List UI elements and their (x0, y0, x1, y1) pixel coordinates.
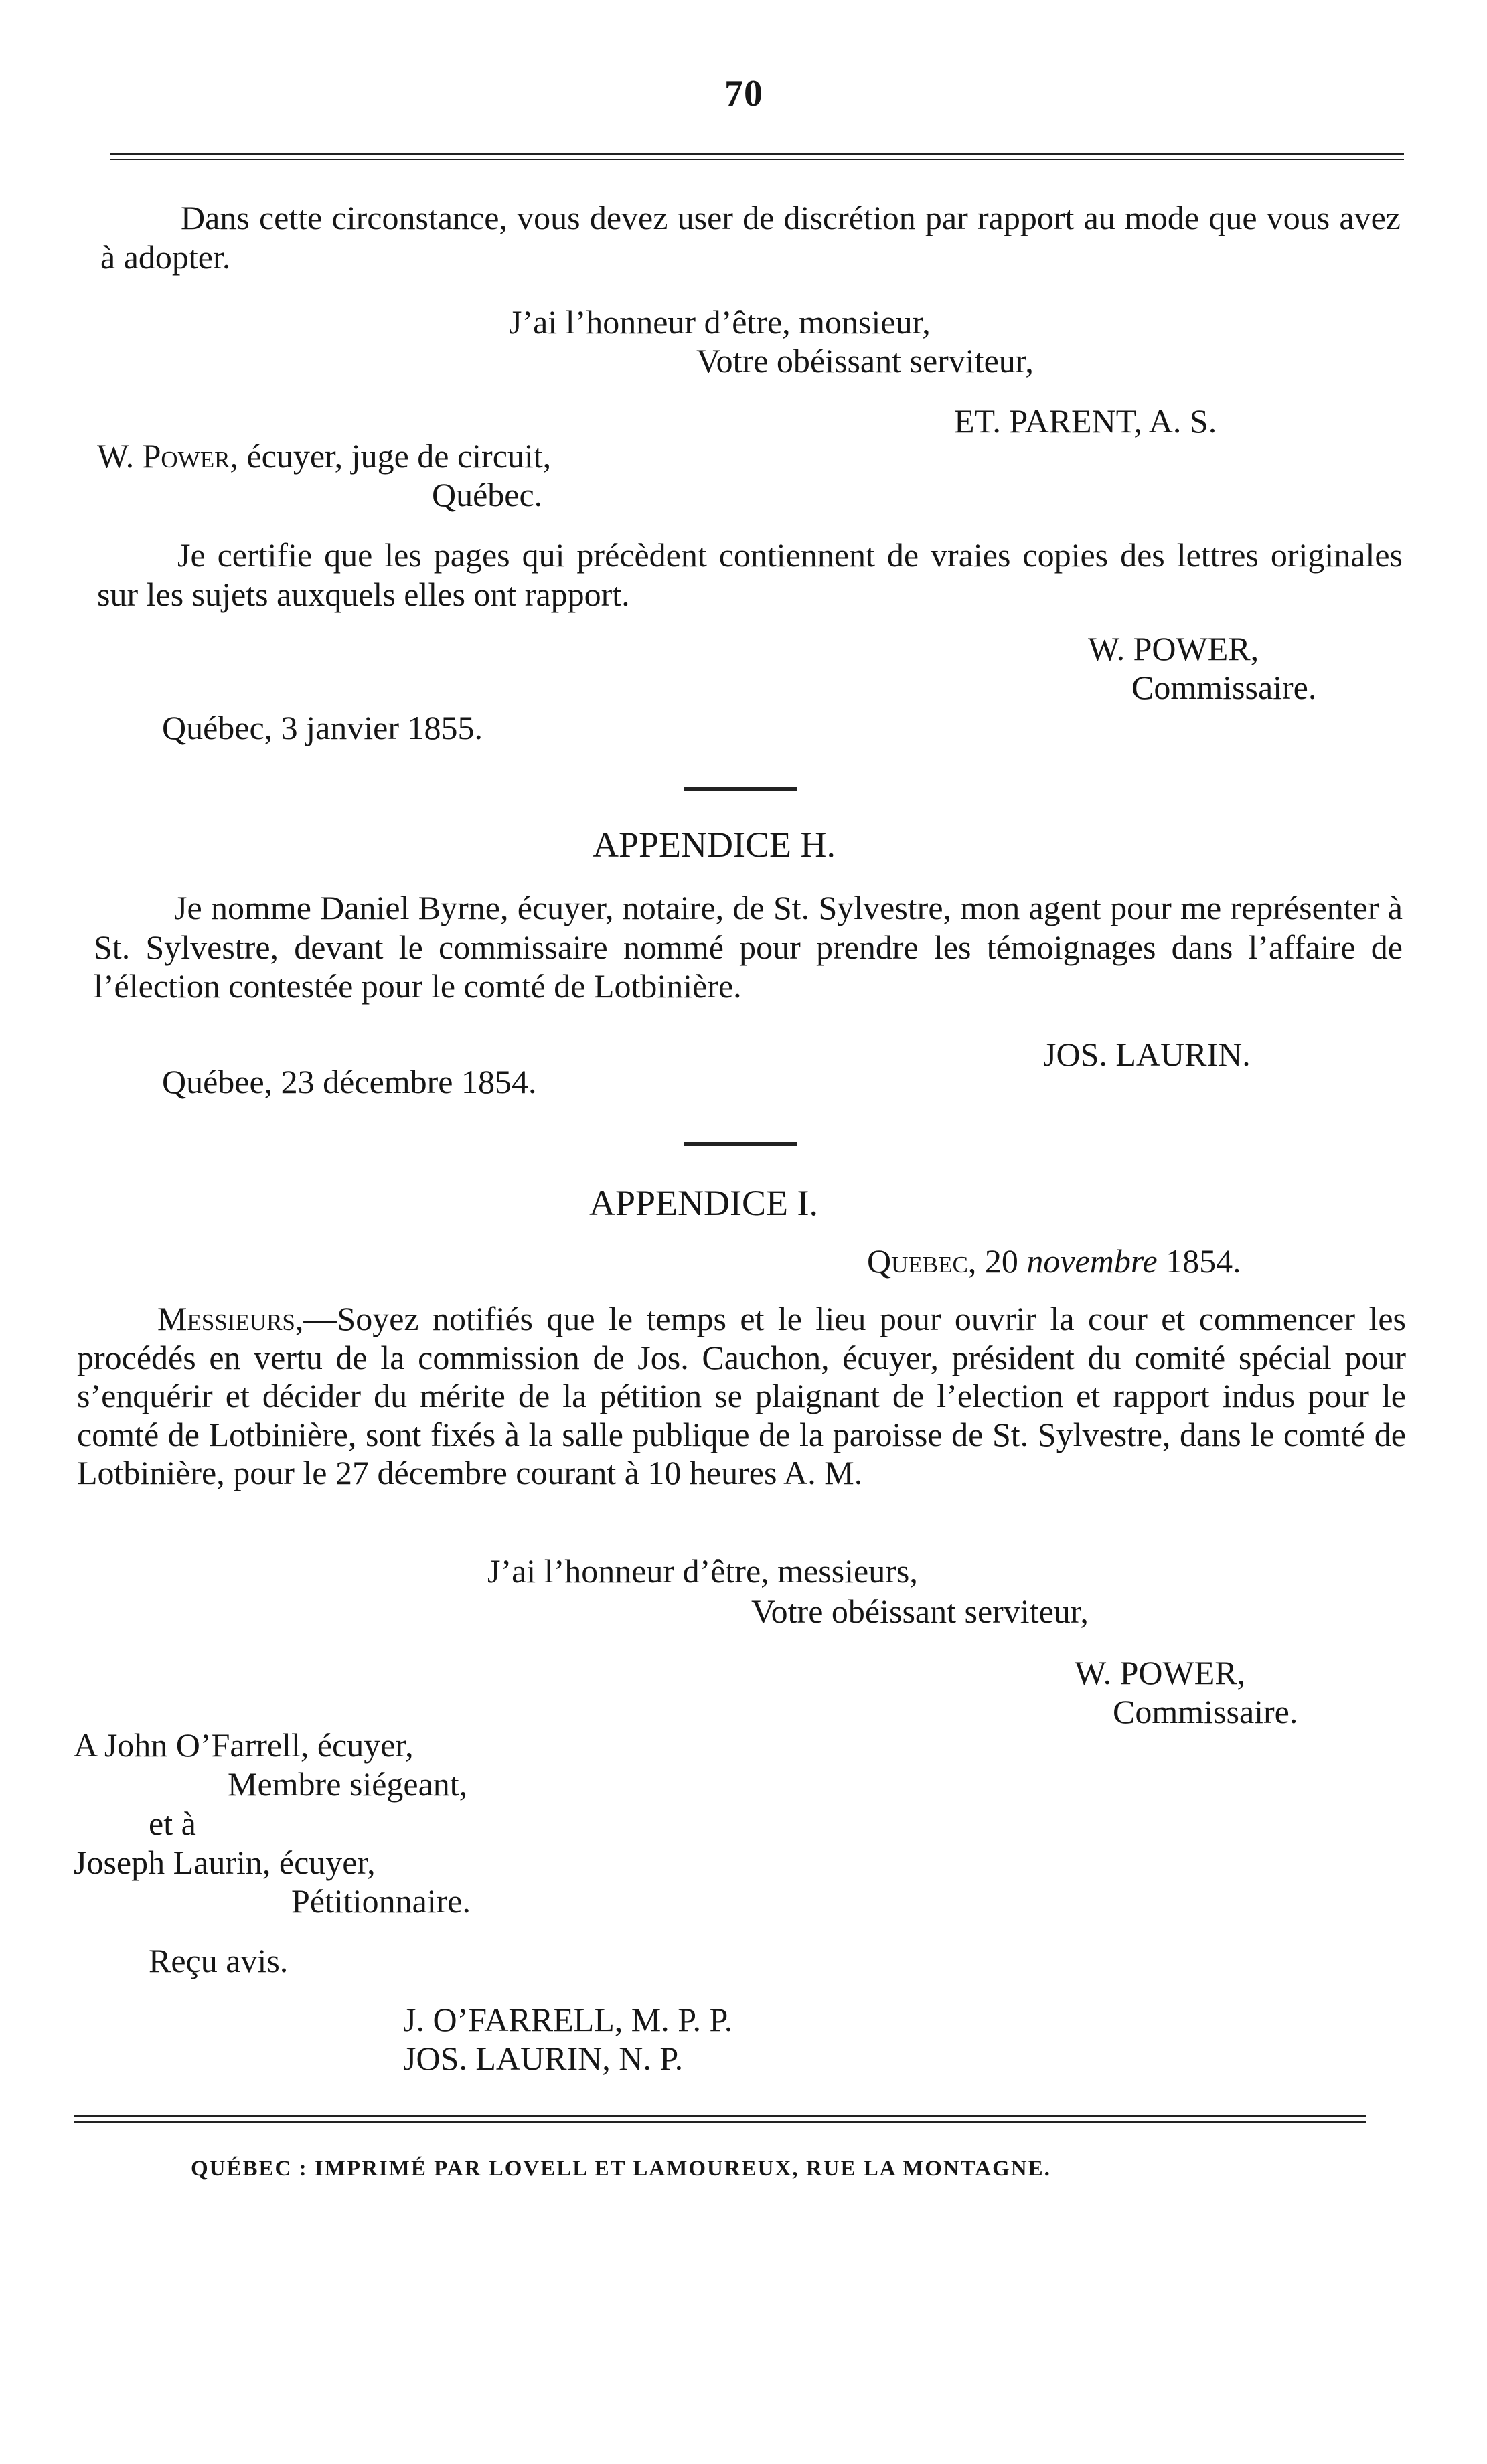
addressee-name: W. Power (97, 437, 230, 475)
appendix-i-closing-1: J’ai l’honneur d’être, messieurs, (487, 1552, 918, 1590)
certification-signer-title: Commissaire. (1131, 669, 1317, 706)
appendix-h-place-date: Québee, 23 décembre 1854. (162, 1063, 537, 1100)
certification-paragraph: Je certifie que les pages qui précèdent contiennent de vraies copies des lettres originales sur les sujets auxquels elles ont rapport. (97, 536, 1403, 613)
appendix-i-heading: APPENDICE I. (589, 1183, 819, 1223)
appendix-h-paragraph: Je nomme Daniel Byrne, écuyer, notaire, de St. Sylvestre, mon agent pour me représenter à St. Sylvestre, devant le commissaire nommé pour prendre les témoignages dans l’affaire de l’élection contestée pour le comté de Lotbinière. (94, 889, 1403, 1005)
addressee-city: Québec. (432, 476, 543, 513)
signature-parent: ET. PARENT, A. S. (954, 402, 1217, 440)
received-notice: Reçu avis. (149, 1942, 289, 1979)
section-divider-h (684, 787, 797, 791)
appendix-i-paragraph: Messieurs,—Soyez notifiés que le temps et le lieu pour ouvrir la cour et commencer les procédés en vertu de la commission de Jos. Cauchon, écuyer, président du comité spécial pour s’enquérir et décider du mérite de la pétition se plaignant de l’election et rapport indus pour le comté de Lotbinière, sont fixés à la salle publique de la paroisse de St. Sylvestre, dans le comté de Lotbinière, pour le 27 décembre courant à 10 heures A. M. (77, 1300, 1406, 1491)
appendix-h-signer: JOS. LAURIN. (1043, 1036, 1251, 1073)
printer-imprint: QUÉBEC : IMPRIMÉ PAR LOVELL ET LAMOUREUX, RUE LA MONTAGNE. (191, 2157, 1051, 2181)
salutation: Messieurs (157, 1300, 295, 1337)
appendix-i-closing-2: Votre obéissant serviteur, (751, 1592, 1089, 1630)
appendix-i-dateline: Quebec, 20 novembre 1854. (867, 1242, 1241, 1280)
addressee-2-role: Pétitionnaire. (291, 1882, 471, 1920)
addressee-line: W. Power, écuyer, juge de circuit, (97, 437, 552, 475)
certification-signer: W. POWER, (1088, 630, 1259, 667)
addressee-2: Joseph Laurin, écuyer, (74, 1843, 376, 1881)
appendix-i-signer-title: Commissaire. (1113, 1693, 1298, 1730)
appendix-h-heading: APPENDICE H. (593, 825, 836, 865)
page-number: 70 (724, 73, 763, 114)
acknowledgement-2: JOS. LAURIN, N. P. (403, 2040, 684, 2077)
closing-line-2: Votre obéissant serviteur, (696, 342, 1034, 380)
appendix-i-signer: W. POWER, (1075, 1654, 1246, 1692)
top-rule (110, 153, 1404, 160)
section-divider-i (684, 1142, 797, 1146)
addressee-1: A John O’Farrell, écuyer, (74, 1726, 414, 1764)
certification-place-date: Québec, 3 janvier 1855. (162, 709, 483, 746)
bottom-rule (74, 2115, 1366, 2123)
acknowledgement-1: J. O’FARRELL, M. P. P. (403, 2001, 733, 2038)
addressee-1-role: Membre siégeant, (228, 1765, 468, 1803)
addressee-conjunction: et à (149, 1805, 196, 1842)
closing-line-1: J’ai l’honneur d’être, monsieur, (509, 303, 931, 341)
letter-paragraph: Dans cette circonstance, vous devez user de discrétion par rapport au mode que vous avez à adopter. (100, 199, 1401, 276)
